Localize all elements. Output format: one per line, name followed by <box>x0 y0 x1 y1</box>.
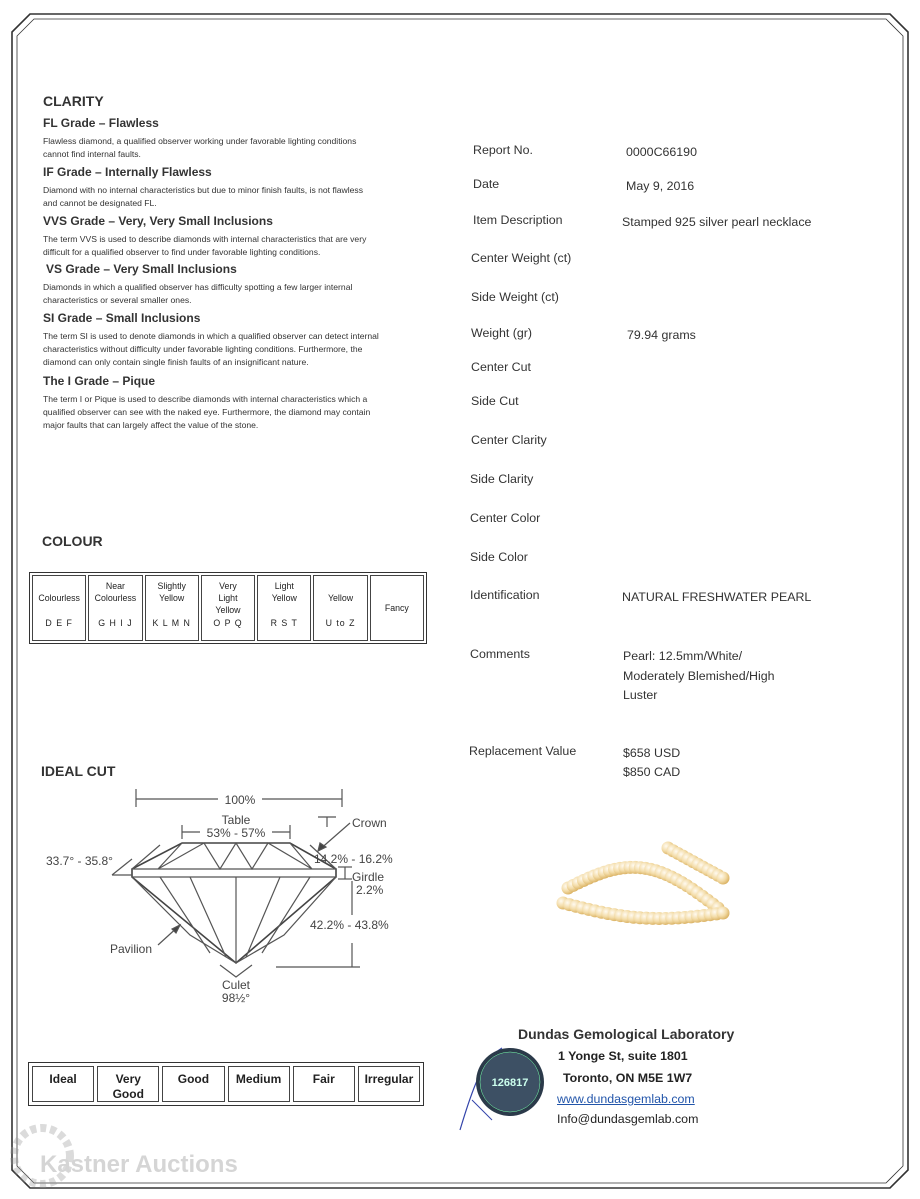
colour-grade-table <box>29 572 427 644</box>
diamond-cut-diagram <box>40 785 440 1010</box>
cut-grade-cell: Ideal <box>32 1066 94 1102</box>
colour-grade-cell <box>145 575 199 641</box>
seal-number: 126817 <box>491 1077 529 1089</box>
pearl-necklace-photo <box>548 828 738 938</box>
report-field-label: Item Description <box>473 213 563 227</box>
clarity-grade-description: The term SI is used to denote diamonds in which a qualified observer can detect internal <box>43 331 379 341</box>
report-field-value: 0000C66190 <box>626 145 697 159</box>
clarity-grade-title: SI Grade – Small Inclusions <box>43 311 201 325</box>
pearl <box>717 872 730 885</box>
report-field-label: Center Color <box>470 511 541 525</box>
clarity-grade-title: VVS Grade – Very, Very Small Inclusions <box>43 214 273 228</box>
diagram-girdle-label: Girdle <box>352 870 385 884</box>
colour-grade-label: Slightly Yellow <box>157 581 186 603</box>
diagram-culet-label: Culet <box>221 978 251 992</box>
diagram-girdle-value: 2.2% <box>356 883 384 897</box>
report-field-label: Replacement Value <box>469 744 577 758</box>
diagram-pavilion-label: Pavilion <box>110 942 153 956</box>
lab-name: Dundas Gemological Laboratory <box>518 1026 735 1042</box>
cut-grade-cell: Irregular <box>358 1066 420 1102</box>
report-field-value: Stamped 925 silver pearl necklace <box>622 215 812 229</box>
diagram-crown-height: 14.2% - 16.2% <box>314 852 393 866</box>
report-field-label: Date <box>473 177 500 191</box>
clarity-grade-description: qualified observer can see with the naked eye. Furthermore, the diamond may contain <box>43 407 371 417</box>
colour-grade-letters: U to Z <box>325 618 356 628</box>
colour-grade-label: Light Yellow <box>271 581 297 603</box>
diagram-crown-angle: 33.7° - 35.8° <box>46 854 113 868</box>
pearl <box>717 907 730 920</box>
auction-watermark-logo <box>0 1114 238 1199</box>
colour-grade-label: Yellow <box>327 593 354 603</box>
lab-address-line1: 1 Yonge St, suite 1801 <box>558 1049 688 1063</box>
clarity-grade-title: IF Grade – Internally Flawless <box>43 165 212 179</box>
cut-grade-cell: Good <box>162 1066 224 1102</box>
colour-grade-cell <box>88 575 142 641</box>
report-field-value: NATURAL FRESHWATER PEARL <box>622 590 812 604</box>
colour-grade-letters: R S T <box>270 618 298 628</box>
clarity-grade-description: Diamonds in which a qualified observer has difficulty spotting a few larger internal <box>43 282 353 292</box>
hologram-seal-icon <box>452 1030 562 1140</box>
colour-grade-label: Very Light Yellow <box>215 581 241 615</box>
clarity-grade-description: difficult for a qualified observer to find under favorable lighting conditions. <box>43 247 321 257</box>
clarity-grade-title: The I Grade – Pique <box>43 374 156 388</box>
colour-grade-label: Colourless <box>38 593 80 603</box>
report-field-value: May 9, 2016 <box>626 179 695 193</box>
report-field-value: $658 USD $850 CAD <box>623 746 681 779</box>
colour-grade-letters: G H I J <box>98 618 133 628</box>
report-field-label: Comments <box>470 647 530 661</box>
colour-grade-letters: K L M N <box>152 618 191 628</box>
lab-email: Info@dundasgemlab.com <box>557 1112 699 1126</box>
ideal-cut-heading: IDEAL CUT <box>41 763 116 779</box>
clarity-grade-description: cannot find internal faults. <box>43 149 141 159</box>
report-field-label: Side Clarity <box>470 472 534 486</box>
diagram-table-range: 53% - 57% <box>206 826 266 840</box>
lab-website-link[interactable]: www.dundasgemlab.com <box>557 1092 695 1106</box>
report-field-label: Center Clarity <box>471 433 547 447</box>
clarity-grade-title: FL Grade – Flawless <box>43 116 159 130</box>
clarity-grade-description: Flawless diamond, a qualified observer working under favorable lighting conditions <box>43 136 357 146</box>
report-field-label: Center Cut <box>471 360 531 374</box>
report-field-label: Report No. <box>473 143 533 157</box>
colour-heading: COLOUR <box>42 533 103 549</box>
diagram-culet-value: 98½° <box>221 991 251 1005</box>
colour-grade-label: Near Colourless <box>94 581 137 603</box>
diagram-pavilion-depth: 42.2% - 43.8% <box>310 918 389 932</box>
clarity-grade-description: The term I or Pique is used to describe diamonds with internal characteristics which a <box>43 394 368 404</box>
cut-grade-cell: Very Good <box>97 1066 159 1102</box>
clarity-heading: CLARITY <box>43 93 104 109</box>
lab-address-line2: Toronto, ON M5E 1W7 <box>563 1071 693 1085</box>
report-field-label: Center Weight (ct) <box>471 251 572 265</box>
colour-grade-letters: O P Q <box>213 618 243 628</box>
report-field-label: Side Cut <box>471 394 519 408</box>
colour-grade-letters: D E F <box>45 618 73 628</box>
cut-grade-cell: Fair <box>293 1066 355 1102</box>
diagram-table-label: Table <box>221 813 251 827</box>
clarity-grade-description: major faults that can largely affect the value of the stone. <box>43 420 259 430</box>
colour-grade-cell <box>370 575 424 641</box>
clarity-grade-title: VS Grade – Very Small Inclusions <box>46 262 237 276</box>
colour-grade-label: Fancy <box>384 603 409 613</box>
clarity-grade-description: characteristics or several smaller ones. <box>43 295 192 305</box>
watermark-text: Kastner Auctions <box>40 1151 238 1178</box>
clarity-grade-description: and cannot be designated FL. <box>43 198 157 208</box>
report-field-label: Side Color <box>470 550 528 564</box>
colour-grade-cell <box>201 575 255 641</box>
clarity-grade-description: diamond can only contain single finish faults of an insignificant nature. <box>43 357 309 367</box>
cut-grade-table <box>28 1062 424 1106</box>
clarity-grade-description: Diamond with no internal characteristics but due to minor finish faults, is not flawless <box>43 185 364 195</box>
report-field-value: 79.94 grams <box>627 328 696 342</box>
clarity-grade-description: characteristics without difficulty under favorable lighting conditions. Furthermore, the <box>43 344 363 354</box>
report-field-label: Weight (gr) <box>471 326 533 340</box>
diagram-crown-label: Crown <box>352 816 387 830</box>
report-field-label: Identification <box>470 588 540 602</box>
cut-grade-cell: Medium <box>228 1066 290 1102</box>
report-field-value: Pearl: 12.5mm/White/ Moderately Blemished/High Luster <box>623 649 775 702</box>
colour-grade-cell <box>313 575 367 641</box>
colour-grade-cell <box>257 575 311 641</box>
colour-grade-cell <box>32 575 86 641</box>
report-field-label: Side Weight (ct) <box>471 290 559 304</box>
clarity-grade-description: The term VVS is used to describe diamonds with internal characteristics that are very <box>43 234 367 244</box>
diagram-width-label: 100% <box>224 793 256 807</box>
